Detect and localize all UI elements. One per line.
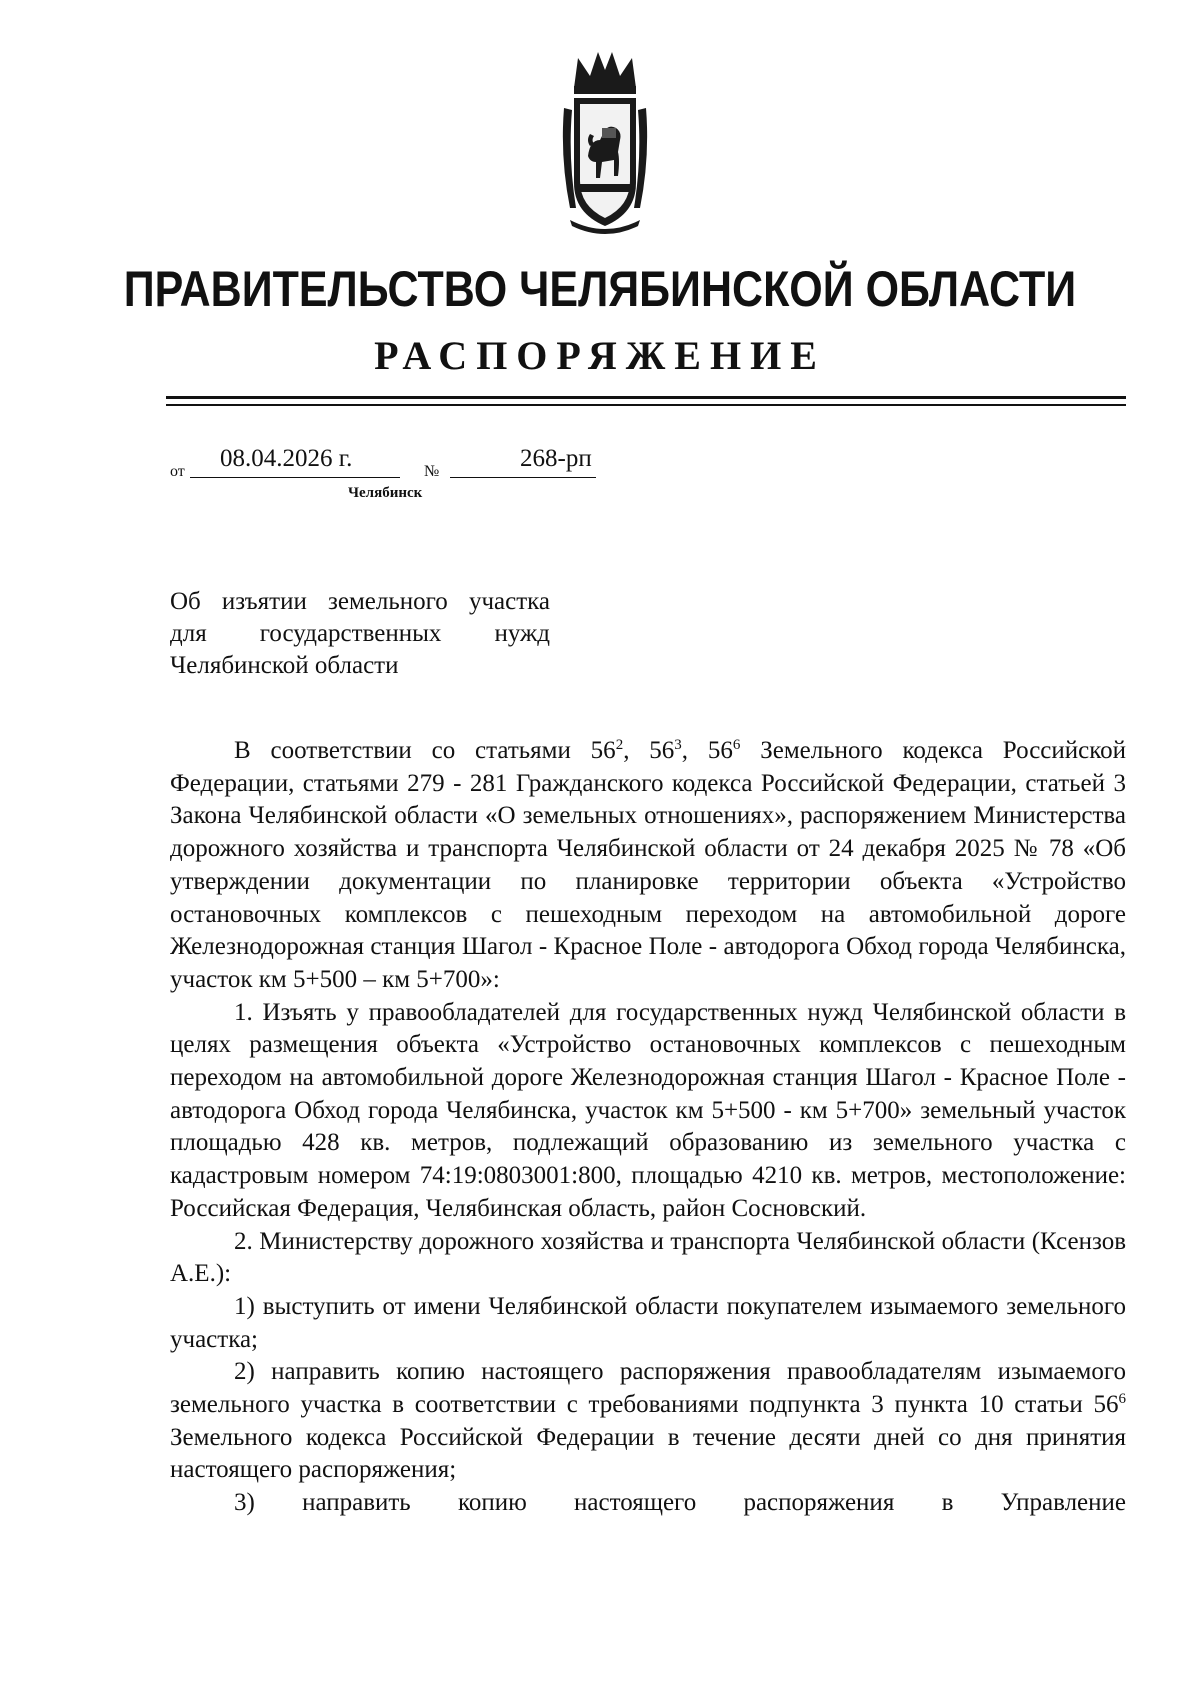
number-sign-label: № bbox=[424, 463, 440, 480]
document-type: РАСПОРЯЖЕНИЕ bbox=[374, 333, 826, 378]
article-superscript: 2 bbox=[615, 737, 624, 753]
date-prefix-label: от bbox=[170, 463, 185, 480]
government-title: ПРАВИТЕЛЬСТВО ЧЕЛЯБИНСКОЙ ОБЛАСТИ bbox=[123, 261, 1077, 317]
article-superscript: 6 bbox=[732, 737, 741, 753]
subitem-3-paragraph: 3) направить копию настоящего распоряжения в Управление bbox=[234, 1489, 1126, 1517]
registration-line bbox=[170, 445, 600, 505]
preamble-text: , 56 bbox=[681, 737, 733, 764]
preamble-text: В соответствии со статьями 56 bbox=[234, 737, 616, 764]
document-number: 268-рп bbox=[520, 445, 592, 472]
subitem-2-paragraph bbox=[170, 1356, 1126, 1487]
preamble-paragraph bbox=[170, 735, 1126, 997]
document-subject bbox=[170, 586, 550, 682]
number-underline bbox=[450, 477, 596, 478]
header-rule-thin bbox=[166, 404, 1126, 406]
subitem-2-text: 2) направить копию настоящего распоряжения правообладателям изымаемого земельного участка в соответствии с требованиями подпункта 3 пункта 10 статьи 56 bbox=[170, 1358, 1126, 1419]
subitem-2-text: Земельного кодекса Российской Федерации в течение десяти дней со дня принятия настоящего распоряжения; bbox=[170, 1423, 1126, 1484]
date-underline bbox=[190, 477, 400, 478]
header-rule-thick bbox=[166, 396, 1126, 399]
item-1-paragraph: 1. Изъять у правообладателей для государственных нужд Челябинской области в целях размещения объекта «Устройство остановочных комплексов с пешеходным переходом на автомобильной дороге Железнодорожная станция Шагол - Красное Поле - автодорога Обход города Челябинска, участок км 5+500 - км 5+700» земельный участок площадью 428 кв. метров, подлежащий образованию из земельного участка с кадастровым номером 74:19:0803001:800, площадью 4210 кв. метров, местоположение: Российская Федерация, Челябинская область, район Сосновский. bbox=[170, 998, 1126, 1222]
preamble-text: , 56 bbox=[623, 737, 675, 764]
preamble-text: Земельного кодекса Российской Федерации, статьями 279 - 281 Гражданского кодекса Российской Федерации, статьей 3 Закона Челябинской области «О земельных отношениях», распоряжением Министерства дорожного хозяйства и транспорта Челябинской области от 24 декабря 2025 № 78 «Об утверждении документации по планировке территории объекта «Устройство остановочных комплексов с пешеходным переходом на автомобильной дороге Железнодорожная станция Шагол - Красное Поле - автодорога Обход города Челябинска, участок км 5+500 – км 5+700»: bbox=[170, 737, 1127, 993]
subject-line: Об изъятии земельного участка bbox=[170, 588, 550, 615]
article-superscript: 3 bbox=[674, 737, 682, 753]
subject-line: Челябинской области bbox=[170, 652, 399, 679]
item-2-paragraph: 2. Министерству дорожного хозяйства и транспорта Челябинской области (Ксензов А.Е.): bbox=[170, 1227, 1126, 1288]
subject-line: для государственных нужд bbox=[170, 620, 550, 647]
article-superscript: 6 bbox=[1118, 1391, 1126, 1408]
document-body bbox=[170, 735, 1126, 1520]
document-date: 08.04.2026 г. bbox=[220, 445, 353, 472]
subitem-1-paragraph: 1) выступить от имени Челябинской области покупателем изымаемого земельного участка; bbox=[170, 1292, 1126, 1353]
issue-city: Челябинск bbox=[348, 485, 423, 501]
coat-of-arms-icon bbox=[560, 48, 650, 238]
